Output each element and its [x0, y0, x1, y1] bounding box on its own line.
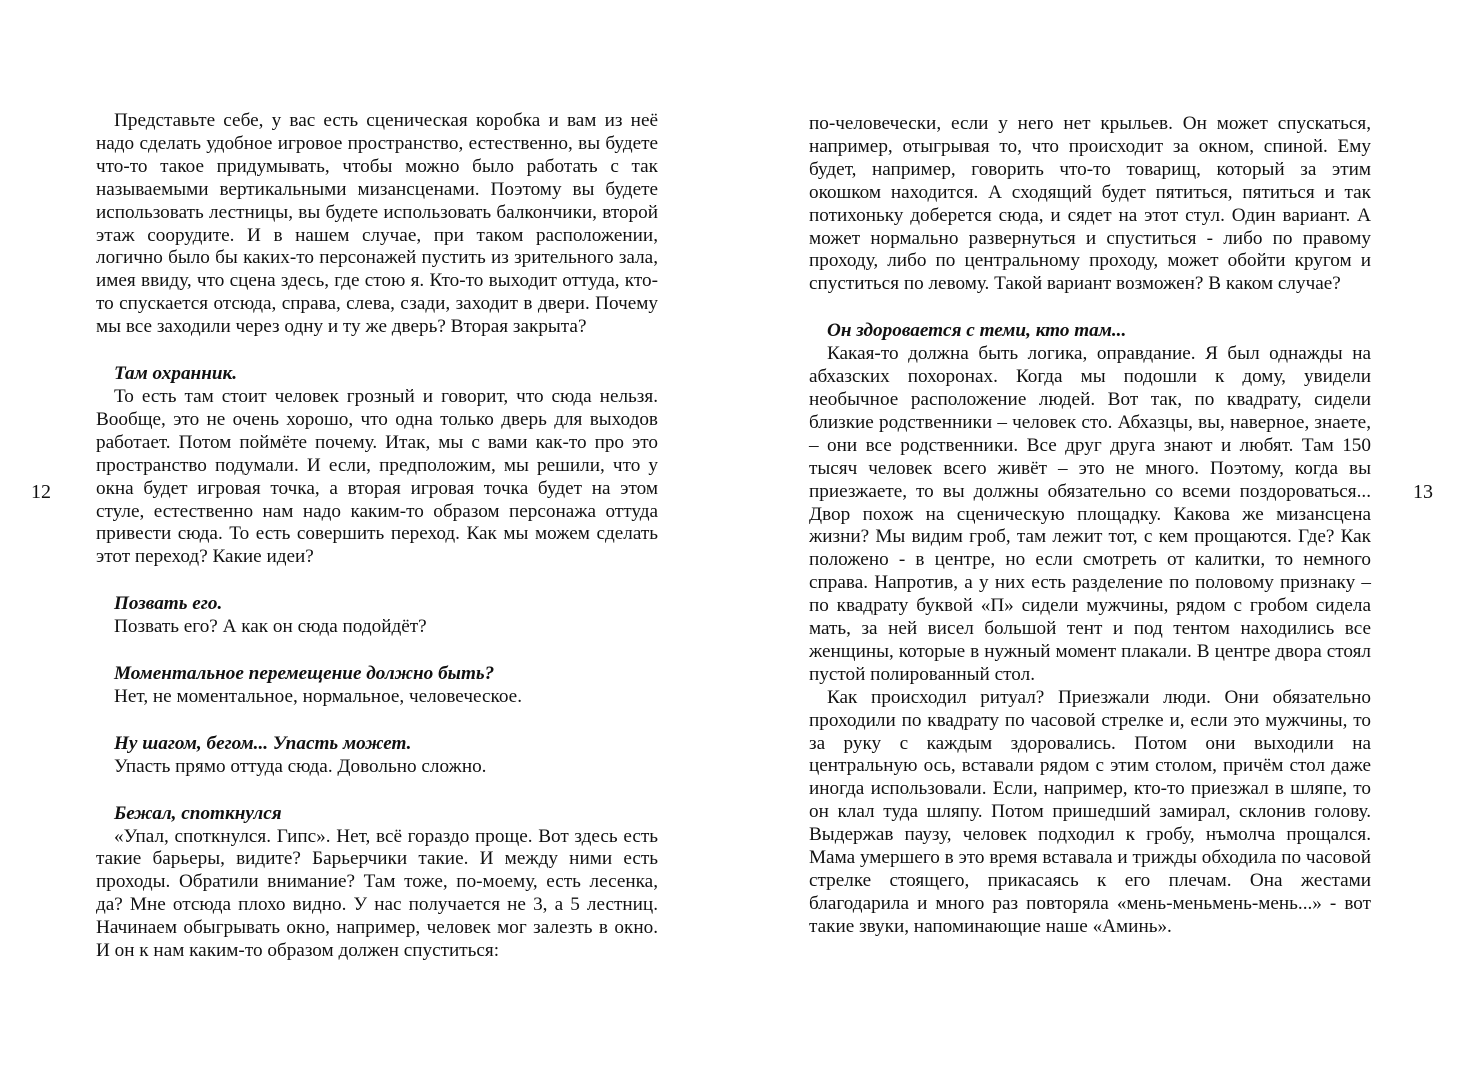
student-reply-ran: Бежал, споткнулся: [114, 802, 282, 824]
student-reply-walk: Ну шагом, бегом... Упасть может.: [114, 732, 412, 754]
paragraph-funeral: Какая-то должна быть логика, оправдание. Я был однажды на абхазских похоронах. Когда мы подошли к дому, увидели необычное расположение людей. Вот так, по квадрату, сидели близкие родственники – человек сто. Абхазцы, вы, наверное, знаете, – они все родственники. Все друг друга знают и любят. Там 150 тысяч человек всего живёт – это не много. Поэтому, когда вы приезжаете, то вы должны обязательно со всеми поздороваться... Двор похож на сценическую площадку. Какова же мизансцена жизни? Мы видим гроб, там лежит тот, с кем прощаются. Где? Как положено - в центре, но если смотреть от калитки, то немного справа. Напротив, а у них есть разделение по половому признаку – по квадрату буквой «П» сидели мужчины, рядом с гробом сидела мать, за ней висел большой тент и под тентом находились все женщины, которые в нужный момент плакали. В центре двора стоял пустой полированный стол.: [809, 343, 1371, 685]
paragraph-stairs: «Упал, споткнулся. Гипс». Нет, всё гораздо проще. Вот здесь есть такие барьеры, видите? Барьерчики такие. И между ними есть проходы. Обратили внимание? Там тоже, по-моему, есть лесенка, да? Мне отсюда плохо видно. У нас получается не 3, а 5 лестниц. Начинаем обыгрывать окно, например, человек мог залезть в окно. И он к нам каким-то образом должен спуститься:: [96, 825, 658, 962]
student-reply-instant: Моментальное перемещение должно быть?: [114, 663, 495, 685]
paragraph-ritual: Как происходил ритуал? Приезжали люди. Они обязательно проходили по квадрату по часовой стрелке и, если это мужчины, то за руку с каждым здоровались. Потом они выходили на центральную ось, вставали рядом с этим столом, причём стол даже иногда использовали. Если, например, кто-то приезжал в шляпе, то он клал туда шляпу. Потом пришедший замирал, склонив голову. Выдержав паузу, человек подходил к гробу, нъмолча прощался. Мама умершего в это время вставала и трижды обходила по часовой стрелке стоящего, прикасаясь к его плечам. Она жестами благодарила и много раз повторяла «мень-меньмень-мень...» - вот такие звуки, напоминающие наше «Аминь».: [809, 686, 1371, 937]
student-reply-greets: Он здороваетcя с теми, кто там...: [827, 320, 1127, 342]
paragraph-continuation: по-человечески, если у него нет крыльев. Он может спускаться, например, отыгрывая то, что происходит за окном, спиной. Ему будет, например, говорить что-то товарищ, который за этим окошком находится. А сходящий будет пятиться, пятиться и так потихоньку доберется сюда, и сядет на этот стул. Один вариант. А может нормально развернуться и спуститься - либо по правому проходу, либо по центральному проходу, может обойти кругом и спуститься по левому. Такой вариант возможен? В каком случае?: [809, 113, 1371, 295]
student-reply-call: Позвать его.: [114, 593, 223, 615]
teacher-answer-call: Позвать его? А как он сюда подойдёт?: [114, 616, 427, 638]
right-page: [730, 0, 1461, 1080]
teacher-answer-instant: Нет, не моментальное, нормальное, человеческое.: [114, 685, 522, 707]
left-page: [0, 0, 730, 1080]
student-reply-guard: Там охранник.: [114, 363, 238, 385]
right-text-column: [809, 113, 1371, 939]
paragraph-door: То есть там стоит человек грозный и говорит, что сюда нельзя. Вообще, это не очень хорошо, что одна только дверь для выходов работает. Потом поймёте почему. Итак, мы с вами как-то про это пространство подумали. И если, предположим, мы решили, что у окна будет игровая точка, а вторая игровая точка будет на этом стуле, естественно нам надо каким-то образом персонажа оттуда привести сюда. То есть совершить переход. Как мы можем сделать этот переход? Какие идеи?: [96, 385, 658, 568]
left-text-column: [96, 110, 658, 963]
teacher-answer-walk: Упасть прямо оттуда сюда. Довольно сложно.: [114, 755, 487, 777]
page-number-right: 13: [1413, 481, 1433, 503]
page-number-left: 12: [31, 481, 51, 503]
paragraph-intro: Представьте себе, у вас есть сценическая коробка и вам из неё надо сделать удобное игровое пространство, естественно, вы будете что-то такое придумывать, чтобы можно было работать с так называемыми вертикальными мизансценами. Поэтому вы будете использовать лестницы, вы будете использовать балкончики, второй этаж соорудите. И в нашем случае, при таком расположении, логично было бы каких-то персонажей пустить из зрительного зала, имея ввиду, что сцена здесь, где стою я. Кто-то выходит оттуда, кто-то спускается отсюда, справа, слева, сзади, заходит в двери. Почему мы все заходили через одну и ту же дверь? Вторая закрыта?: [96, 110, 658, 338]
